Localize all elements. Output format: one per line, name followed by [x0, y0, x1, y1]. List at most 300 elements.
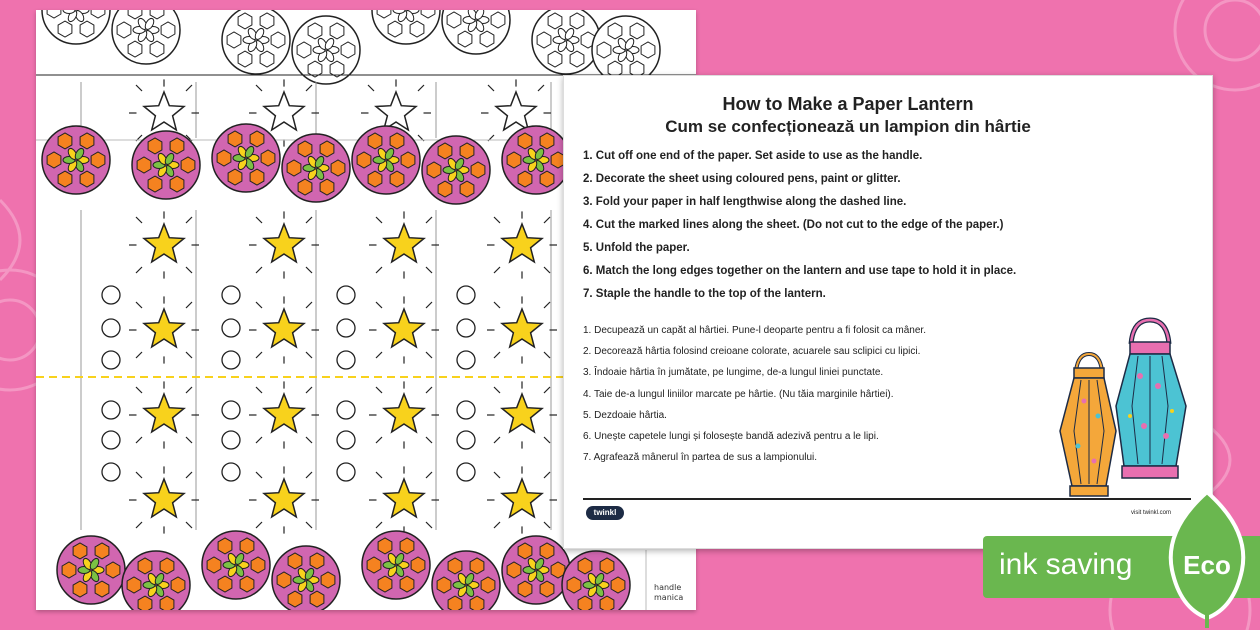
star-burst [249, 211, 319, 278]
hex-cell [148, 176, 162, 192]
hex-cell [218, 538, 232, 554]
circle-marker [102, 351, 120, 369]
hex-cell [298, 179, 312, 195]
star-ray [426, 302, 432, 308]
hex-cell [507, 152, 521, 168]
step-ro: 1. Decupează un capăt al hârtiei. Pune-l deoparte pentru a fi folosit ca mâner. [583, 325, 926, 336]
hex-cell [240, 576, 254, 592]
star-icon [496, 92, 536, 130]
hex-cell [410, 21, 424, 37]
hex-cell [630, 23, 644, 39]
star-ray [538, 85, 544, 91]
flower-cluster-outline [372, 10, 440, 44]
hex-cell [570, 13, 584, 29]
flower-cluster [122, 551, 190, 610]
star-burst [369, 466, 439, 533]
flower-cluster [352, 126, 420, 194]
hex-cell [470, 558, 484, 574]
hex-cell [217, 150, 231, 166]
hex-cell [578, 558, 592, 574]
star-ray [186, 267, 192, 273]
hex-cell [227, 32, 241, 48]
hex-cell [58, 21, 72, 37]
hex-cell [238, 51, 252, 67]
hex-cell [218, 576, 232, 592]
step-en: 6. Match the long edges together on the lantern and use tape to hold it in place. [583, 265, 1017, 277]
flower-cluster [57, 536, 125, 604]
step-ro: 3. Îndoaie hârtia în jumătate, pe lungime, de-a lungul liniei punctate. [583, 367, 884, 379]
flower-cluster [202, 531, 270, 599]
star-ray [186, 437, 192, 443]
star-ray [376, 302, 382, 308]
star-ray [136, 217, 142, 223]
star-icon [376, 92, 416, 130]
star-burst [369, 381, 439, 448]
star-icon [384, 224, 424, 262]
circle-marker [337, 401, 355, 419]
instructions-sheet [563, 75, 1213, 549]
hex-cell [91, 152, 105, 168]
step-en: 4. Cut the marked lines along the sheet. (Do not cut to the edge of the paper.) [583, 219, 1004, 231]
star-ray [376, 472, 382, 478]
circle-marker [457, 286, 475, 304]
hex-cell [597, 42, 611, 58]
hex-cell [411, 557, 425, 573]
flower-cluster [502, 126, 570, 194]
hex-cell [390, 133, 404, 149]
star-ray [136, 85, 142, 91]
star-ray [186, 302, 192, 308]
circle-marker [457, 401, 475, 419]
star-ray [306, 302, 312, 308]
flower-cluster [362, 531, 430, 599]
hex-cell [368, 171, 382, 187]
hex-cell [367, 557, 381, 573]
step-en: 7. Staple the handle to the top of the lantern. [583, 288, 826, 300]
eco-leaf-icon [1162, 490, 1252, 630]
hex-cell [390, 171, 404, 187]
star-ray [494, 302, 500, 308]
hex-cell [207, 557, 221, 573]
hex-cell [537, 32, 551, 48]
hex-cell [170, 176, 184, 192]
star-ray [544, 522, 550, 528]
hex-cell [330, 23, 344, 39]
hex-cell [287, 160, 301, 176]
hex-cell [600, 558, 614, 574]
flower-cluster-outline [222, 10, 290, 74]
hex-cell [518, 581, 532, 597]
star-ray [426, 522, 432, 528]
circle-marker [102, 431, 120, 449]
star-ray [136, 522, 142, 528]
circle-marker [337, 463, 355, 481]
hex-cell [148, 138, 162, 154]
circle-marker [222, 351, 240, 369]
hex-cell [271, 32, 285, 48]
hex-cell [80, 171, 94, 187]
star-ray [256, 387, 262, 393]
hex-cell [400, 576, 414, 592]
flower-cluster [562, 551, 630, 610]
hex-cell [47, 152, 61, 168]
hex-cell [447, 12, 461, 28]
hex-cell [240, 538, 254, 554]
petal [393, 10, 405, 14]
footer-url: visit twinkl.com [1131, 510, 1172, 516]
hex-cell [298, 141, 312, 157]
hex-cell [73, 543, 87, 559]
star-ray [186, 472, 192, 478]
star-ray [256, 522, 262, 528]
hex-cell [170, 138, 184, 154]
hex-cell [458, 31, 472, 47]
title-en: How to Make a Paper Lantern [722, 94, 974, 114]
star-ray [426, 472, 432, 478]
star-ray [256, 437, 262, 443]
star-burst [129, 466, 199, 533]
title-ro: Cum se confecționează un lampion din hârtie [665, 117, 1031, 136]
hex-cell [491, 12, 505, 28]
flower-cluster [432, 551, 500, 610]
star-burst [487, 381, 557, 448]
star-ray [544, 437, 550, 443]
star-ray [136, 387, 142, 393]
hex-cell [448, 558, 462, 574]
flower-cluster-outline [592, 16, 660, 84]
hex-cell [288, 553, 302, 569]
star-ray [256, 85, 262, 91]
hex-cell [80, 133, 94, 149]
hex-cell [228, 169, 242, 185]
star-ray [544, 267, 550, 273]
star-ray [544, 387, 550, 393]
hex-cell [320, 141, 334, 157]
star-ray [306, 437, 312, 443]
step-en: 1. Cut off one end of the paper. Set aside to use as the handle. [583, 150, 923, 162]
step-ro: 2. Decorează hârtia folosind creioane colorate, acuarele sau sclipici cu lipici. [583, 346, 921, 358]
star-ray [256, 302, 262, 308]
flower-cluster-outline [42, 10, 110, 44]
steps-ro-list [583, 324, 926, 472]
star-ray [306, 217, 312, 223]
star-ray [544, 217, 550, 223]
star-ray [494, 267, 500, 273]
hex-cell [238, 13, 252, 29]
star-burst [129, 211, 199, 278]
circle-marker [222, 463, 240, 481]
star-burst [129, 381, 199, 448]
hex-cell [641, 42, 655, 58]
star-ray [306, 85, 312, 91]
hex-cell [438, 181, 452, 197]
handle-label-ro: manica [654, 593, 684, 602]
hex-cell [378, 576, 392, 592]
star-ray [136, 472, 142, 478]
hex-cell [161, 22, 175, 38]
star-ray [256, 352, 262, 358]
star-ray [306, 472, 312, 478]
star-ray [306, 267, 312, 273]
star-ray [544, 472, 550, 478]
hex-cell [260, 13, 274, 29]
hex-cell [540, 171, 554, 187]
circle-marker [102, 463, 120, 481]
star-ray [136, 437, 142, 443]
star-ray [136, 302, 142, 308]
hex-cell [62, 562, 76, 578]
hex-cell [437, 577, 451, 593]
star-ray [306, 387, 312, 393]
hex-cell [611, 577, 625, 593]
step-en: 2. Decorate the sheet using coloured pens, paint or glitter. [583, 173, 901, 185]
star-ray [186, 522, 192, 528]
star-burst [129, 296, 199, 363]
flower-cluster [282, 134, 350, 202]
star-ray [376, 387, 382, 393]
flower-cluster-outline [112, 10, 180, 64]
star-ray [494, 387, 500, 393]
petal [63, 10, 75, 14]
star-burst [249, 466, 319, 533]
hex-cell [320, 179, 334, 195]
circle-marker [337, 286, 355, 304]
star-ray [186, 387, 192, 393]
star-ray [494, 217, 500, 223]
step-ro: 5. Dezdoaie hârtia. [583, 409, 667, 421]
star-icon [264, 479, 304, 517]
hex-cell [438, 143, 452, 159]
circle-marker [457, 319, 475, 337]
star-icon [384, 394, 424, 432]
hex-cell [250, 169, 264, 185]
eco-label: Eco [1183, 550, 1231, 580]
hex-cell [331, 160, 345, 176]
hex-cell [160, 558, 174, 574]
circle-marker [457, 463, 475, 481]
star-ray [376, 267, 382, 273]
star-ray [186, 352, 192, 358]
star-ray [186, 217, 192, 223]
star-ray [306, 352, 312, 358]
star-icon [264, 394, 304, 432]
lantern-illustration [1054, 316, 1204, 506]
star-icon [144, 92, 184, 130]
hex-cell [608, 23, 622, 39]
hex-cell [540, 543, 554, 559]
star-ray [256, 472, 262, 478]
star-ray [426, 217, 432, 223]
star-ray [488, 85, 494, 91]
flower-cluster-outline [292, 16, 360, 84]
hex-cell [106, 562, 120, 578]
star-ray [186, 85, 192, 91]
star-burst [249, 296, 319, 363]
star-ray [418, 85, 424, 91]
hex-cell [548, 51, 562, 67]
star-ray [426, 437, 432, 443]
hex-cell [137, 157, 151, 173]
star-ray [136, 352, 142, 358]
hex-cell [427, 162, 441, 178]
star-ray [256, 217, 262, 223]
step-ro: 7. Agrafează mânerul în partea de sus a lampionului. [583, 452, 818, 464]
hex-cell [401, 152, 415, 168]
circle-marker [222, 319, 240, 337]
star-burst [487, 296, 557, 363]
hex-cell [288, 591, 302, 607]
star-ray [544, 352, 550, 358]
star-ray [136, 267, 142, 273]
circle-marker [457, 431, 475, 449]
step-en: 3. Fold your paper in half lengthwise along the dashed line. [583, 196, 907, 208]
star-icon [502, 224, 542, 262]
hex-cell [58, 133, 72, 149]
orange-lantern-icon [1060, 354, 1116, 496]
star-ray [544, 302, 550, 308]
star-ray [376, 352, 382, 358]
flower-cluster-outline [442, 10, 510, 54]
twinkl-logo: twinkl [586, 506, 624, 520]
steps-en-list [583, 148, 1016, 309]
circle-marker [222, 431, 240, 449]
star-ray [256, 267, 262, 273]
star-ray [306, 522, 312, 528]
star-burst [487, 211, 557, 278]
star-icon [144, 309, 184, 347]
star-burst [249, 381, 319, 448]
hex-cell [540, 133, 554, 149]
hex-cell [570, 51, 584, 67]
hex-cell [181, 157, 195, 173]
hex-cell [388, 21, 402, 37]
flower-cluster [272, 546, 340, 610]
hex-cell [261, 150, 275, 166]
hex-cell [138, 558, 152, 574]
hex-cell [228, 131, 242, 147]
star-ray [494, 472, 500, 478]
hex-cell [308, 23, 322, 39]
star-icon [502, 479, 542, 517]
handle-label-en: handle [654, 583, 682, 592]
hex-cell [518, 133, 532, 149]
step-ro: 4. Taie de-a lungul liniilor marcate pe hârtie. (Nu tăia marginile hârtiei). [583, 388, 894, 400]
hex-cell [378, 538, 392, 554]
hex-cell [117, 22, 131, 38]
hex-cell [310, 553, 324, 569]
star-ray [376, 522, 382, 528]
flower-cluster [42, 126, 110, 194]
star-ray [426, 387, 432, 393]
hex-cell [150, 41, 164, 57]
circle-marker [337, 319, 355, 337]
hex-cell [260, 51, 274, 67]
hex-cell [58, 171, 72, 187]
teal-lantern-icon [1116, 320, 1186, 478]
star-ray [494, 352, 500, 358]
hex-cell [460, 181, 474, 197]
star-icon [502, 394, 542, 432]
step-en: 5. Unfold the paper. [583, 242, 690, 254]
hex-cell [171, 577, 185, 593]
star-burst [369, 211, 439, 278]
circle-marker [102, 319, 120, 337]
star-icon [144, 479, 184, 517]
star-burst [487, 466, 557, 533]
hex-cell [507, 562, 521, 578]
flower-cluster [422, 136, 490, 204]
circle-marker [222, 401, 240, 419]
hex-cell [277, 572, 291, 588]
hex-cell [471, 162, 485, 178]
hex-cell [128, 41, 142, 57]
star-icon [264, 92, 304, 130]
hex-cell [310, 591, 324, 607]
hex-cell [127, 577, 141, 593]
hex-cell [73, 581, 87, 597]
star-ray [368, 85, 374, 91]
handle-label [654, 583, 683, 603]
hex-cell [548, 13, 562, 29]
hex-cell [321, 572, 335, 588]
hex-cell [95, 543, 109, 559]
hex-cell [357, 152, 371, 168]
star-icon [264, 224, 304, 262]
hex-cell [481, 577, 495, 593]
step-ro: 6. Unește capetele lungi și folosește bandă adezivă pentru a le lipi. [583, 430, 879, 442]
star-ray [426, 352, 432, 358]
circle-marker [337, 431, 355, 449]
star-burst [369, 296, 439, 363]
hex-cell [341, 42, 355, 58]
footer-divider [583, 498, 1191, 500]
hex-cell [518, 543, 532, 559]
star-icon [144, 224, 184, 262]
star-icon [502, 309, 542, 347]
ink-saving-label: ink saving [999, 548, 1133, 581]
hex-cell [460, 143, 474, 159]
circle-marker [222, 286, 240, 304]
star-ray [426, 267, 432, 273]
star-ray [376, 217, 382, 223]
hex-cell [400, 538, 414, 554]
hex-cell [80, 21, 94, 37]
star-icon [264, 309, 304, 347]
hex-cell [567, 577, 581, 593]
flower-cluster-outline [532, 10, 600, 74]
circle-marker [102, 401, 120, 419]
flower-cluster [502, 536, 570, 604]
circle-marker [457, 351, 475, 369]
circle-marker [337, 351, 355, 369]
star-ray [494, 522, 500, 528]
hex-cell [250, 131, 264, 147]
hex-cell [480, 31, 494, 47]
hex-cell [297, 42, 311, 58]
star-ray [376, 437, 382, 443]
star-icon [144, 394, 184, 432]
star-icon [384, 309, 424, 347]
hex-cell [95, 581, 109, 597]
star-icon [384, 479, 424, 517]
circle-marker [102, 286, 120, 304]
hex-cell [518, 171, 532, 187]
hex-cell [251, 557, 265, 573]
star-ray [494, 437, 500, 443]
flower-cluster [212, 124, 280, 192]
flower-cluster [132, 131, 200, 199]
hex-cell [540, 581, 554, 597]
